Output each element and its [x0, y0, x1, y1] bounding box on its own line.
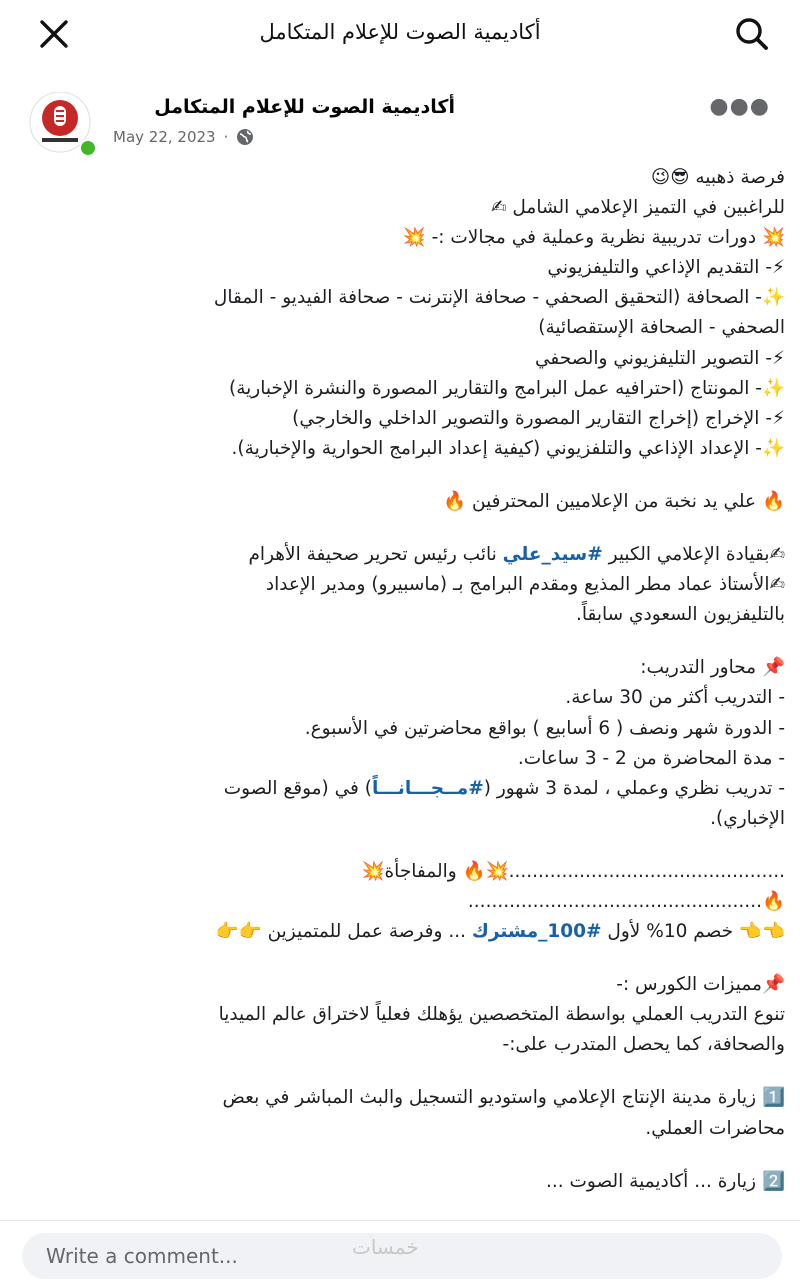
post-header: [0, 86, 800, 156]
post-line: [15, 1030, 785, 1060]
page-avatar[interactable]: [22, 92, 98, 152]
text-segment: - مدة المحاضرة من 2 - 3 ساعات.: [517, 747, 785, 769]
text-segment: - التدريب أكثر من 30 ساعة.: [565, 687, 785, 709]
text-segment: نائب رئيس تحرير صحيفة الأهرام: [248, 544, 503, 566]
post-line: [15, 434, 785, 464]
post-line: [15, 917, 785, 947]
close-icon: [39, 19, 69, 49]
post-date[interactable]: May 22, 2023: [113, 128, 216, 146]
post-line: [15, 223, 785, 253]
globe-icon: [236, 128, 254, 146]
text-segment: الإخباري).: [710, 807, 785, 829]
close-button[interactable]: [34, 14, 74, 54]
page-title: أكاديمية الصوت للإعلام المتكامل: [259, 20, 541, 44]
post-line: [15, 600, 785, 630]
post-line: [15, 193, 785, 223]
blank-line: [15, 947, 785, 970]
watermark: خمسات: [352, 1235, 419, 1259]
post-line: [15, 714, 785, 744]
text-segment: ...............................................💥🔥 والمفاجأة💥: [361, 860, 785, 882]
blank-line: [15, 834, 785, 857]
text-segment: 📌مميزات الكورس :-: [616, 974, 785, 996]
text-segment: 💥 دورات تدريبية نظرية وعملية في مجالات :- 💥: [402, 227, 785, 249]
hashtag-link[interactable]: #سيد_علي: [502, 544, 603, 566]
post-line: [15, 970, 785, 1000]
hashtag-link[interactable]: #مــجـــانـــاً: [372, 777, 484, 799]
post-line: [15, 804, 785, 834]
text-segment: 1️⃣ زيارة مدينة الإنتاج الإعلامي واستوديو التسجيل والبث المباشر في بعض: [222, 1087, 785, 1109]
text-segment: - الدورة شهر ونصف ( 6 أسابيع ) بواقع محاضرتين في الأسبوع.: [304, 717, 785, 739]
post-line: [15, 1083, 785, 1113]
text-segment: ✍الأستاذ عماد مطر المذيع ومقدم البرامج بـ (ماسبيرو) ومدير الإعداد: [265, 574, 785, 596]
post-line: [15, 570, 785, 600]
post-meta: [113, 128, 254, 146]
blank-line: [15, 464, 785, 487]
post-line: [15, 1000, 785, 1030]
logo-icon: [22, 92, 102, 158]
post-line: [15, 253, 785, 283]
post-line: [15, 653, 785, 683]
blank-line: [15, 517, 785, 540]
post-line: [15, 1114, 785, 1144]
post-line: [15, 404, 785, 434]
text-segment: ... وفرصة عمل للمتميزين 👉👉: [215, 921, 472, 943]
comment-bar: [0, 1220, 800, 1280]
post-line: [15, 313, 785, 343]
comment-input[interactable]: Write a comment...: [22, 1233, 782, 1279]
post-line: [15, 344, 785, 374]
text-segment: والصحافة، كما يحصل المتدرب على:-: [502, 1034, 785, 1056]
hashtag-link[interactable]: #100_مشترك: [471, 921, 602, 943]
text-segment: ⚡- التصوير التليفزيوني والصحفي: [534, 347, 785, 369]
text-segment: للراغبين في التميز الإعلامي الشامل ✍: [491, 197, 785, 219]
text-segment: ✨- الإعداد الإذاعي والتلفزيوني (كيفية إعداد البرامج الحوارية والإخبارية).: [231, 437, 785, 459]
more-options-button[interactable]: ●●●: [709, 94, 770, 119]
post-line: [15, 774, 785, 804]
blank-line: [15, 1060, 785, 1083]
text-segment: ⚡- الإخراج (إخراج التقارير المصورة والتصوير الداخلي والخارجي): [292, 407, 785, 429]
post-line: [15, 487, 785, 517]
meta-separator: ·: [223, 128, 229, 146]
text-segment: ✍بقيادة الإعلامي الكبير: [602, 544, 785, 566]
text-segment: بالتليفزيون السعودي سابقاً.: [576, 604, 785, 626]
post-line: [15, 540, 785, 570]
text-segment: تنوع التدريب العملي بواسطة المتخصصين يؤهلك فعلياً لاختراق عالم الميديا: [218, 1004, 785, 1026]
text-segment: ✨- الصحافة (التحقيق الصحفي - صحافة الإنترنت - صحافة الفيديو - المقال: [213, 287, 785, 309]
text-segment: 🔥 علي يد نخبة من الإعلاميين المحترفين 🔥: [443, 490, 785, 512]
text-segment: 2️⃣ زيارة ... أكاديمية الصوت ...: [545, 1170, 785, 1192]
text-segment: ✨- المونتاج (احترافيه عمل البرامج والتقارير المصورة والنشرة الإخبارية): [228, 377, 785, 399]
post-line: [15, 857, 785, 887]
post-line: [15, 1167, 785, 1197]
post-line: [15, 744, 785, 774]
top-bar: [0, 0, 800, 64]
text-segment: فرصة ذهبيه 😎😉: [650, 167, 785, 188]
blank-line: [15, 1144, 785, 1167]
text-segment: - تدريب نظري وعملي ، لمدة 3 شهور (: [483, 777, 785, 799]
text-segment: محاضرات العملي.: [645, 1117, 785, 1139]
text-segment: ⚡- التقديم الإذاعي والتليفزيوني: [547, 257, 785, 279]
post-line: [15, 374, 785, 404]
search-button[interactable]: [732, 14, 772, 54]
post-line: [15, 163, 785, 193]
text-segment: 🔥..................................................: [467, 890, 785, 912]
post-line: [15, 283, 785, 313]
text-segment: ) في (موقع الصوت: [223, 777, 372, 799]
text-segment: الصحفي - الصحافة الإستقصائية): [538, 317, 785, 339]
post-line: [15, 683, 785, 713]
blank-line: [15, 630, 785, 653]
text-segment: 👈👈 خصم 10% لأول: [601, 921, 785, 943]
post-text: [15, 163, 785, 1197]
page-name[interactable]: أكاديمية الصوت للإعلام المتكامل: [154, 96, 455, 118]
text-segment: 📌 محاور التدريب:: [640, 657, 785, 679]
post-line: [15, 887, 785, 917]
search-icon: [735, 17, 769, 51]
